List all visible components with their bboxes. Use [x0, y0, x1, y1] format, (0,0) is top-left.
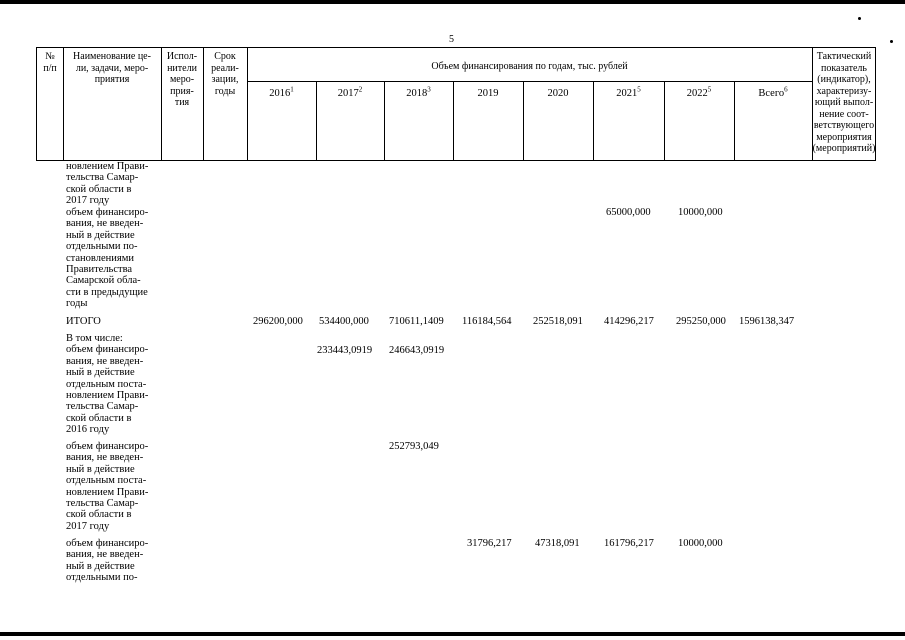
- cell-value: 47318,091: [535, 538, 580, 549]
- header-subdivider: [247, 81, 812, 82]
- year-header-2018: 2018$^3$: [406, 85, 431, 99]
- top-border: [0, 0, 905, 4]
- cell-value: 10000,000: [678, 538, 723, 549]
- total-2021: 414296,217: [604, 316, 654, 327]
- total-all: 1596138,347: [739, 316, 795, 327]
- cell-value: 31796,217: [467, 538, 512, 549]
- row-description: объем финансиро- вания, не введен- ный в действие отдельными по- становлениями Правительства Самарской обла- сти в предыдущие годы: [66, 207, 149, 310]
- year-header-2016: 2016$^1$: [269, 85, 294, 99]
- page-number: 5: [449, 34, 454, 45]
- header-executors: Испол- нители меро- прия- тия: [166, 51, 198, 108]
- row-description: новлением Прави- тельства Самар- ской области в 2017 году: [66, 161, 149, 207]
- header-name: Наименование це- ли, задачи, меро- приятия: [73, 51, 151, 85]
- row-description: В том числе: объем финансиро- вания, не введен- ный в действие отдельным поста- новлением Прави- тельства Самар- ской области в 2016 году: [66, 333, 149, 436]
- cell-value: 246643,0919: [389, 345, 445, 356]
- header-indicator: Тактический показатель (индикатор), характеризу- ющий выпол- нение соот- ветствующего мероприятия (мероприятий): [812, 51, 876, 154]
- header-num: № п/п: [43, 51, 57, 74]
- total-2022: 295250,000: [676, 316, 726, 327]
- total-2018: 710611,1409: [389, 316, 444, 327]
- header-funding: Объем финансирования по годам, тыс. рублей: [431, 61, 628, 72]
- total-2020: 252518,091: [533, 316, 583, 327]
- year-header-total: Всего$^6$: [758, 85, 788, 99]
- scan-speck: [890, 40, 893, 43]
- total-2019: 116184,564: [462, 316, 512, 327]
- cell-value: 10000,000: [678, 207, 723, 218]
- year-header-2021: 2021$^5$: [616, 85, 641, 99]
- total-label: ИТОГО: [66, 316, 101, 327]
- row-description: объем финансиро- вания, не введен- ный в действие отдельными по-: [66, 538, 149, 584]
- year-header-2017: 2017$^2$: [337, 85, 363, 99]
- row-description: объем финансиро- вания, не введен- ный в действие отдельным поста- новлением Прави- тельства Самар- ской области в 2017 году: [66, 441, 149, 532]
- year-header-2019: 2019: [477, 88, 499, 99]
- funding-table-header: [36, 47, 876, 161]
- cell-value: 65000,000: [606, 207, 651, 218]
- cell-value: 233443,0919: [317, 345, 373, 356]
- scan-speck: [858, 17, 861, 20]
- total-2016: 296200,000: [253, 316, 303, 327]
- total-2017: 534400,000: [319, 316, 369, 327]
- year-header-2022: 2022$^5$: [686, 85, 712, 99]
- cell-value: 252793,049: [389, 441, 439, 452]
- cell-value: 161796,217: [604, 538, 654, 549]
- bottom-border: [0, 632, 905, 636]
- year-header-2020: 2020: [547, 88, 569, 99]
- header-term: Срок реали- зации, годы: [211, 51, 239, 97]
